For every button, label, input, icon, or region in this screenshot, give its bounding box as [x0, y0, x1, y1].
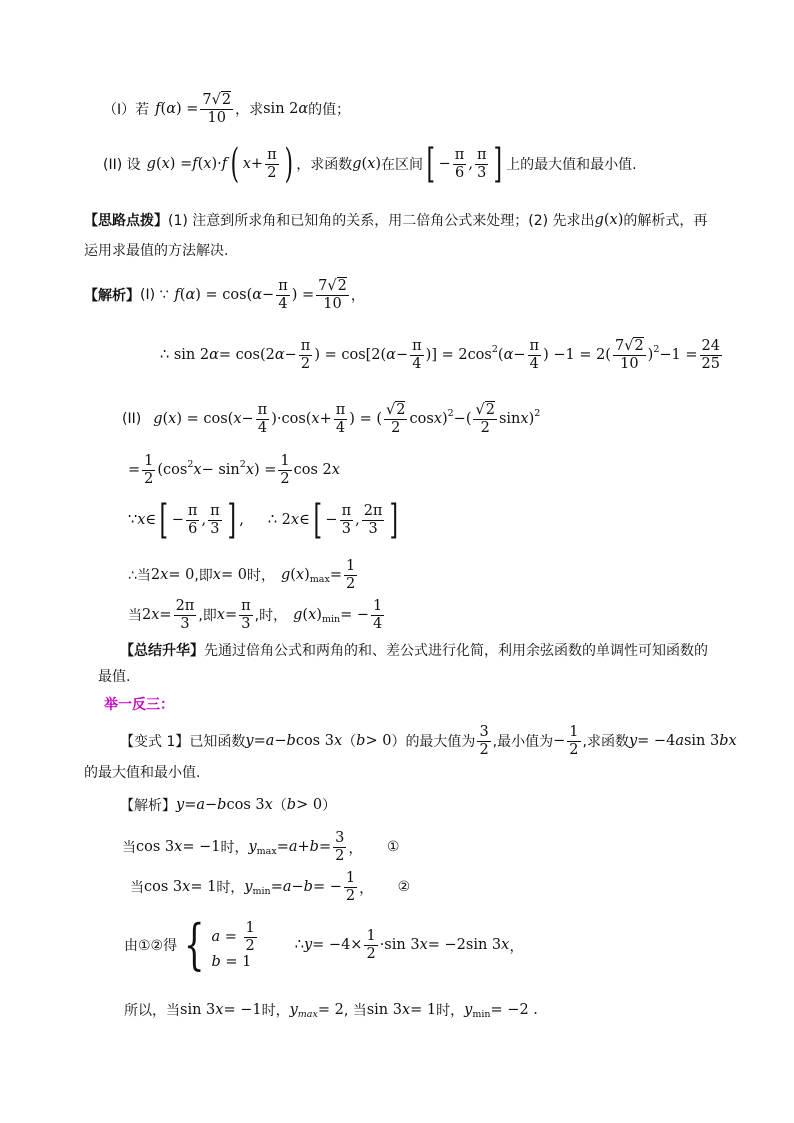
- part1-label: （Ⅰ）若: [103, 102, 150, 119]
- hint-text1: (1) 注意到所求角和已知角的关系，用二倍角公式来处理；(2) 先求出: [168, 213, 595, 229]
- part2-label: (II) 设: [103, 157, 141, 173]
- summary-line1: [120, 640, 708, 660]
- final-line: 所以，当 sin 3 x = −1 时， y max = 2 , 当 sin 3 x = 1 时， y min = −2 .: [124, 1002, 538, 1020]
- variant-line2: 的最大值和最小值.: [84, 765, 201, 781]
- part2-line: (II) 设 g ( x ) = f ( x )· f ( x + $\frac{\pi}{2}$ ) ，求函数 g ( x ) 在区间 [ − $\frac{\pi}{6}$ , $\frac{\pi}{3}$ ] 上的最大值和最小值.: [103, 141, 637, 187]
- section-title: 举一反三：: [104, 697, 174, 713]
- sol2-case1: ∴当 2 x = 0 ,即 x = 0 时， g ( x ) max = $\frac{1}{2}$: [128, 558, 356, 592]
- variant-line1: 【变式 1】 已知函数 y = a − b cos 3 x （ b > 0 ） 的最大值为 $\frac{3}{2}$ ,最小值为 − $\frac{1}{2}$ ,求函数 y = −4 a sin 3 bx: [120, 724, 737, 758]
- sol1-derivation: ∴ sin 2 α = cos(2 α − $\frac{\pi}{2}$ ) = cos[2( α − $\frac{\pi}{4}$ )] = 2cos 2 ( α − $\frac{\pi}{4}$ ) −1 = 2( $\frac{7√2}{10}$ ) 2 −1 = $\frac{24}{25}$: [160, 338, 720, 372]
- part2-t1: ，求函数: [296, 157, 353, 173]
- part2-t3: 上的最大值和最小值.: [506, 157, 637, 173]
- vsol-line: 【解析】 y = a − b cos 3 x （ b > 0 ）: [120, 797, 337, 814]
- sol2-case2: 当 2 x = $\frac{2\pi}{3}$ ,即 x = $\frac{\pi}{3}$ ,时， g ( x ) min = − $\frac{1}{4}$: [128, 598, 383, 632]
- part1-line: （Ⅰ）若 f ( α ) = $\frac{7√2}{10}$ ，求 sin 2 α 的值；: [103, 92, 351, 126]
- vsystem: 由①②得 { a = $\frac{1}{2}$ b = 1 ∴ y = −4× $\frac{1}{2}$ ·sin 3 x = −2sin 3 x ，: [124, 913, 524, 976]
- part1-ask: ，求: [235, 102, 264, 119]
- hint-text3: 运用求最值的方法解决.: [84, 243, 229, 259]
- sol2-line1: (II) g ( x ) = cos( x − $\frac{\pi}{4}$ )·cos( x + $\frac{\pi}{4}$ ) = ( $\frac{√2}{2}$ cos x ) 2 −( $\frac{√2}{2}$ sin x ) 2: [122, 402, 541, 436]
- vcase2: 当 cos 3 x = 1 时， y min = a − b = − $\frac{1}{2}$ ， ②: [130, 870, 411, 904]
- sol-tag: 【解析】: [84, 288, 140, 305]
- sol-part1: (Ⅰ) ∵: [140, 287, 169, 304]
- summary-line2: 最值.: [98, 669, 131, 685]
- sol1-line: 【解析】 (Ⅰ) ∵ f ( α ) = cos( α − $\frac{\pi}{4}$ ) = $\frac{7√2}{10}$ ，: [84, 278, 365, 312]
- variant-tag: 【变式 1】: [120, 734, 190, 751]
- summary-tag: 【总结升华】: [120, 643, 204, 659]
- hint-line2: [84, 240, 228, 260]
- summary-text: 先通过倍角公式和两角的和、差公式进行化简，利用余弦函数的单调性可知函数的: [204, 643, 708, 659]
- vcase1: 当 cos 3 x = −1 时， y max = a + b = $\frac{3}{2}$ ， ①: [122, 830, 400, 864]
- part1-ask2: 的值；: [308, 102, 351, 119]
- sol2-label: (II): [122, 411, 142, 428]
- hint-line1: 【思路点拨】 (1) 注意到所求角和已知角的关系，用二倍角公式来处理；(2) 先求出 g ( x ) 的解析式，再: [84, 212, 708, 229]
- hint-text2: 的解析式，再: [623, 213, 708, 229]
- part2-t2: 在区间: [381, 157, 424, 173]
- vsol-tag: 【解析】: [120, 798, 176, 814]
- frac-7sqrt2-10: $\frac{7√2}{10}$: [202, 92, 232, 126]
- hint-tag: 【思路点拨】: [84, 213, 168, 229]
- sol2-line3: ∵ x ∈ [ − $\frac{\pi}{6}$ , $\frac{\pi}{3}$ ] , ∴ 2 x ∈ [ − $\frac{\pi}{3}$ , $\frac{2\pi}{3}$ ]: [128, 497, 399, 543]
- sol2-line2: = $\frac{1}{2}$ (cos 2 x − sin 2 x ) = $\frac{1}{2}$ cos 2 x: [128, 453, 340, 487]
